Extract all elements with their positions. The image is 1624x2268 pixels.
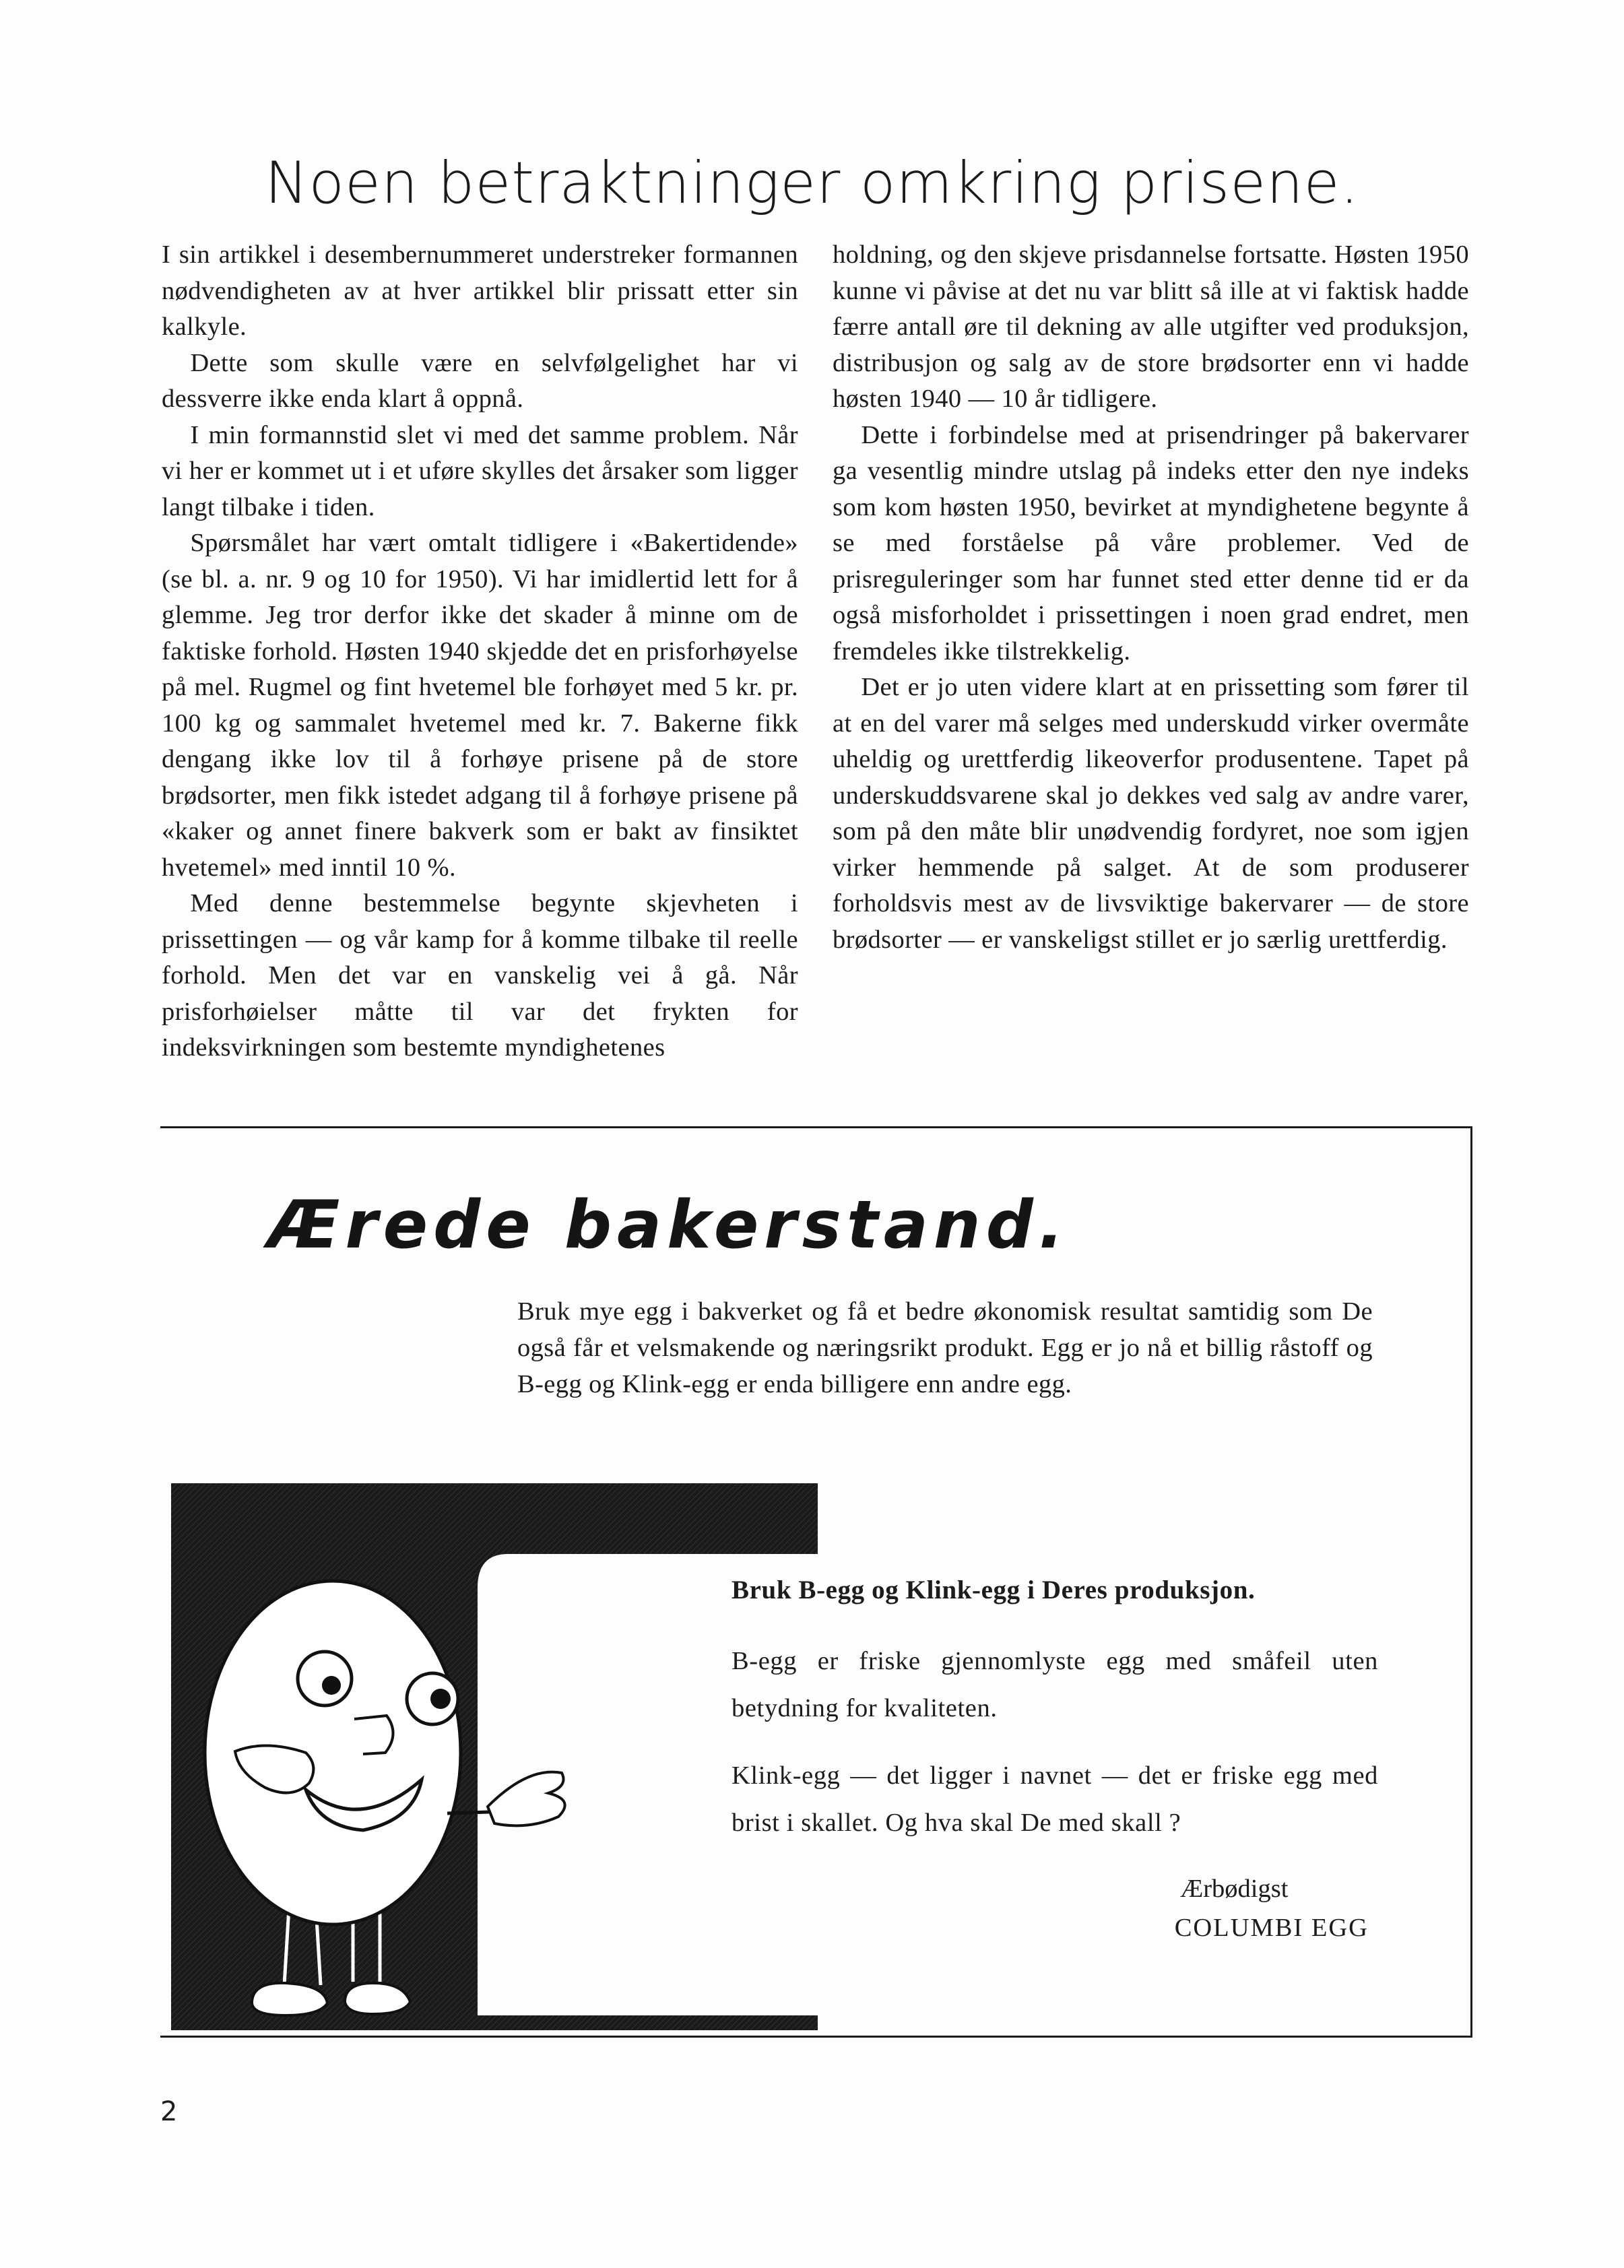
advertisement-intro: Bruk mye egg i bakverket og få et bedre økonomisk resultat samtidig som De også får et velsmakende og næringsrikt produkt. Egg er jo nå et billig råstoff og B-egg og Klink-egg er enda billigere enn andre egg. (517, 1297, 1373, 1398)
article-paragraph: Med denne bestemmelse begynte skjevheten i prissettingen — og vår kamp for å komme tilbake til reelle forhold. Men det var en vanskelig vei å gå. Når prisforhøielser måtte til var det frykten for indeksvirkningen som bestemte myndighetenes (162, 889, 798, 1062)
closing-greeting: Ærbødigst (1180, 1875, 1289, 1903)
article-paragraph: I sin artikkel i desembernummeret understreker formannen nødvendigheten av at hver artikkel blir prissatt etter sin kalkyle. (162, 240, 798, 341)
advertisement-closing (1118, 1869, 1374, 1947)
article-paragraph: Dette i forbindelse med at prisendringer på bakervarer ga vesentlig mindre utslag på indeks etter den nye indeks som kom høsten 1950, bevirket at myndighetene begynte å se med forståelse på våre problemer. Ved de prisreguleringer som har funnet sted etter denne tid er da også misforholdet i prissettingen i noen grad endret, men fremdeles ikke tilstrekkelig. (833, 420, 1469, 666)
signature: COLUMBI EGG (1174, 1914, 1369, 1942)
article-column-right (833, 237, 1469, 958)
egg-mascot-pupil-left (322, 1676, 341, 1695)
advertisement-paragraph: B-egg er friske gjennomlyste egg med småfeil uten betydning for kvaliteten. (732, 1647, 1378, 1722)
article-title: Noen betraktninger omkring prisene. (265, 150, 1359, 217)
advertisement-heading: Ærede bakerstand. (268, 1187, 1070, 1264)
article-paragraph: Det er jo uten videre klart at en prissetting som fører til at en del varer må selges med underskudd virker overmåte uheldig og urettferdig likeoverfor produsentene. Tapet på underskuddsvarene skal jo dekkes ved salg av andre varer, som på den måte blir unødvendig fordyret, noe som igjen virker hemmende på salget. At de som produserer forholdsvis mest av de livsviktige bakervarer — de store brødsorter — er vanskeligst stillet er jo særlig urettferdig. (833, 673, 1469, 954)
article-column-left (162, 237, 798, 1066)
article-paragraph: Dette som skulle være en selvfølgelighet har vi dessverre ikke enda klart å oppnå. (162, 348, 798, 413)
advertisement-body (732, 1575, 1378, 1867)
article-paragraph: holdning, og den skjeve prisdannelse fortsatte. Høsten 1950 kunne vi påvise at det nu var blitt så ille at vi faktisk hadde færre antall øre til dekning av alle utgifter ved produksjon, distribusjon og salg av de store brødsorter enn vi hadde høsten 1940 — 10 år tidligere. (833, 240, 1469, 413)
egg-mascot-hand-right (488, 1772, 565, 1826)
article-paragraph: Spørsmålet har vært omtalt tidligere i «Bakertidende» (se bl. a. nr. 9 og 10 for 1950). Vi har imidlertid lett for å glemme. Jeg tror derfor ikke det skader å minne om de faktiske forhold. Høsten 1940 skjedde det en prisforhøyelse på mel. Rugmel og fint hvetemel ble forhøyet med 5 kr. pr. 100 kg og sammalet hvetemel med kr. 7. Bakerne fikk dengang ikke lov til å forhøye prisene på de store brødsorter, men fikk istedet adgang til å forhøye prisene på «kaker og annet finere bakverk som er bakt av finsiktet hvetemel» med inntil 10 %. (162, 529, 798, 882)
article-paragraph: I min formannstid slet vi med det samme problem. Når vi her er kommet ut i et uføre skylles det årsaker som ligger langt tilbake i tiden. (162, 420, 798, 521)
advertisement-paragraph: Klink-egg — det ligger i navnet — det er friske egg med brist i skallet. Og hva skal De med skall ? (732, 1761, 1378, 1837)
egg-mascot-illustration (171, 1483, 818, 2030)
egg-mascot-pupil-right (430, 1689, 451, 1709)
advertisement-subheading: Bruk B-egg og Klink-egg i Deres produksjon. (732, 1576, 1256, 1605)
egg-mascot-eye-left (298, 1652, 352, 1706)
egg-mascot-arm-right (447, 1812, 489, 1813)
page-number: 2 (160, 2096, 178, 2127)
